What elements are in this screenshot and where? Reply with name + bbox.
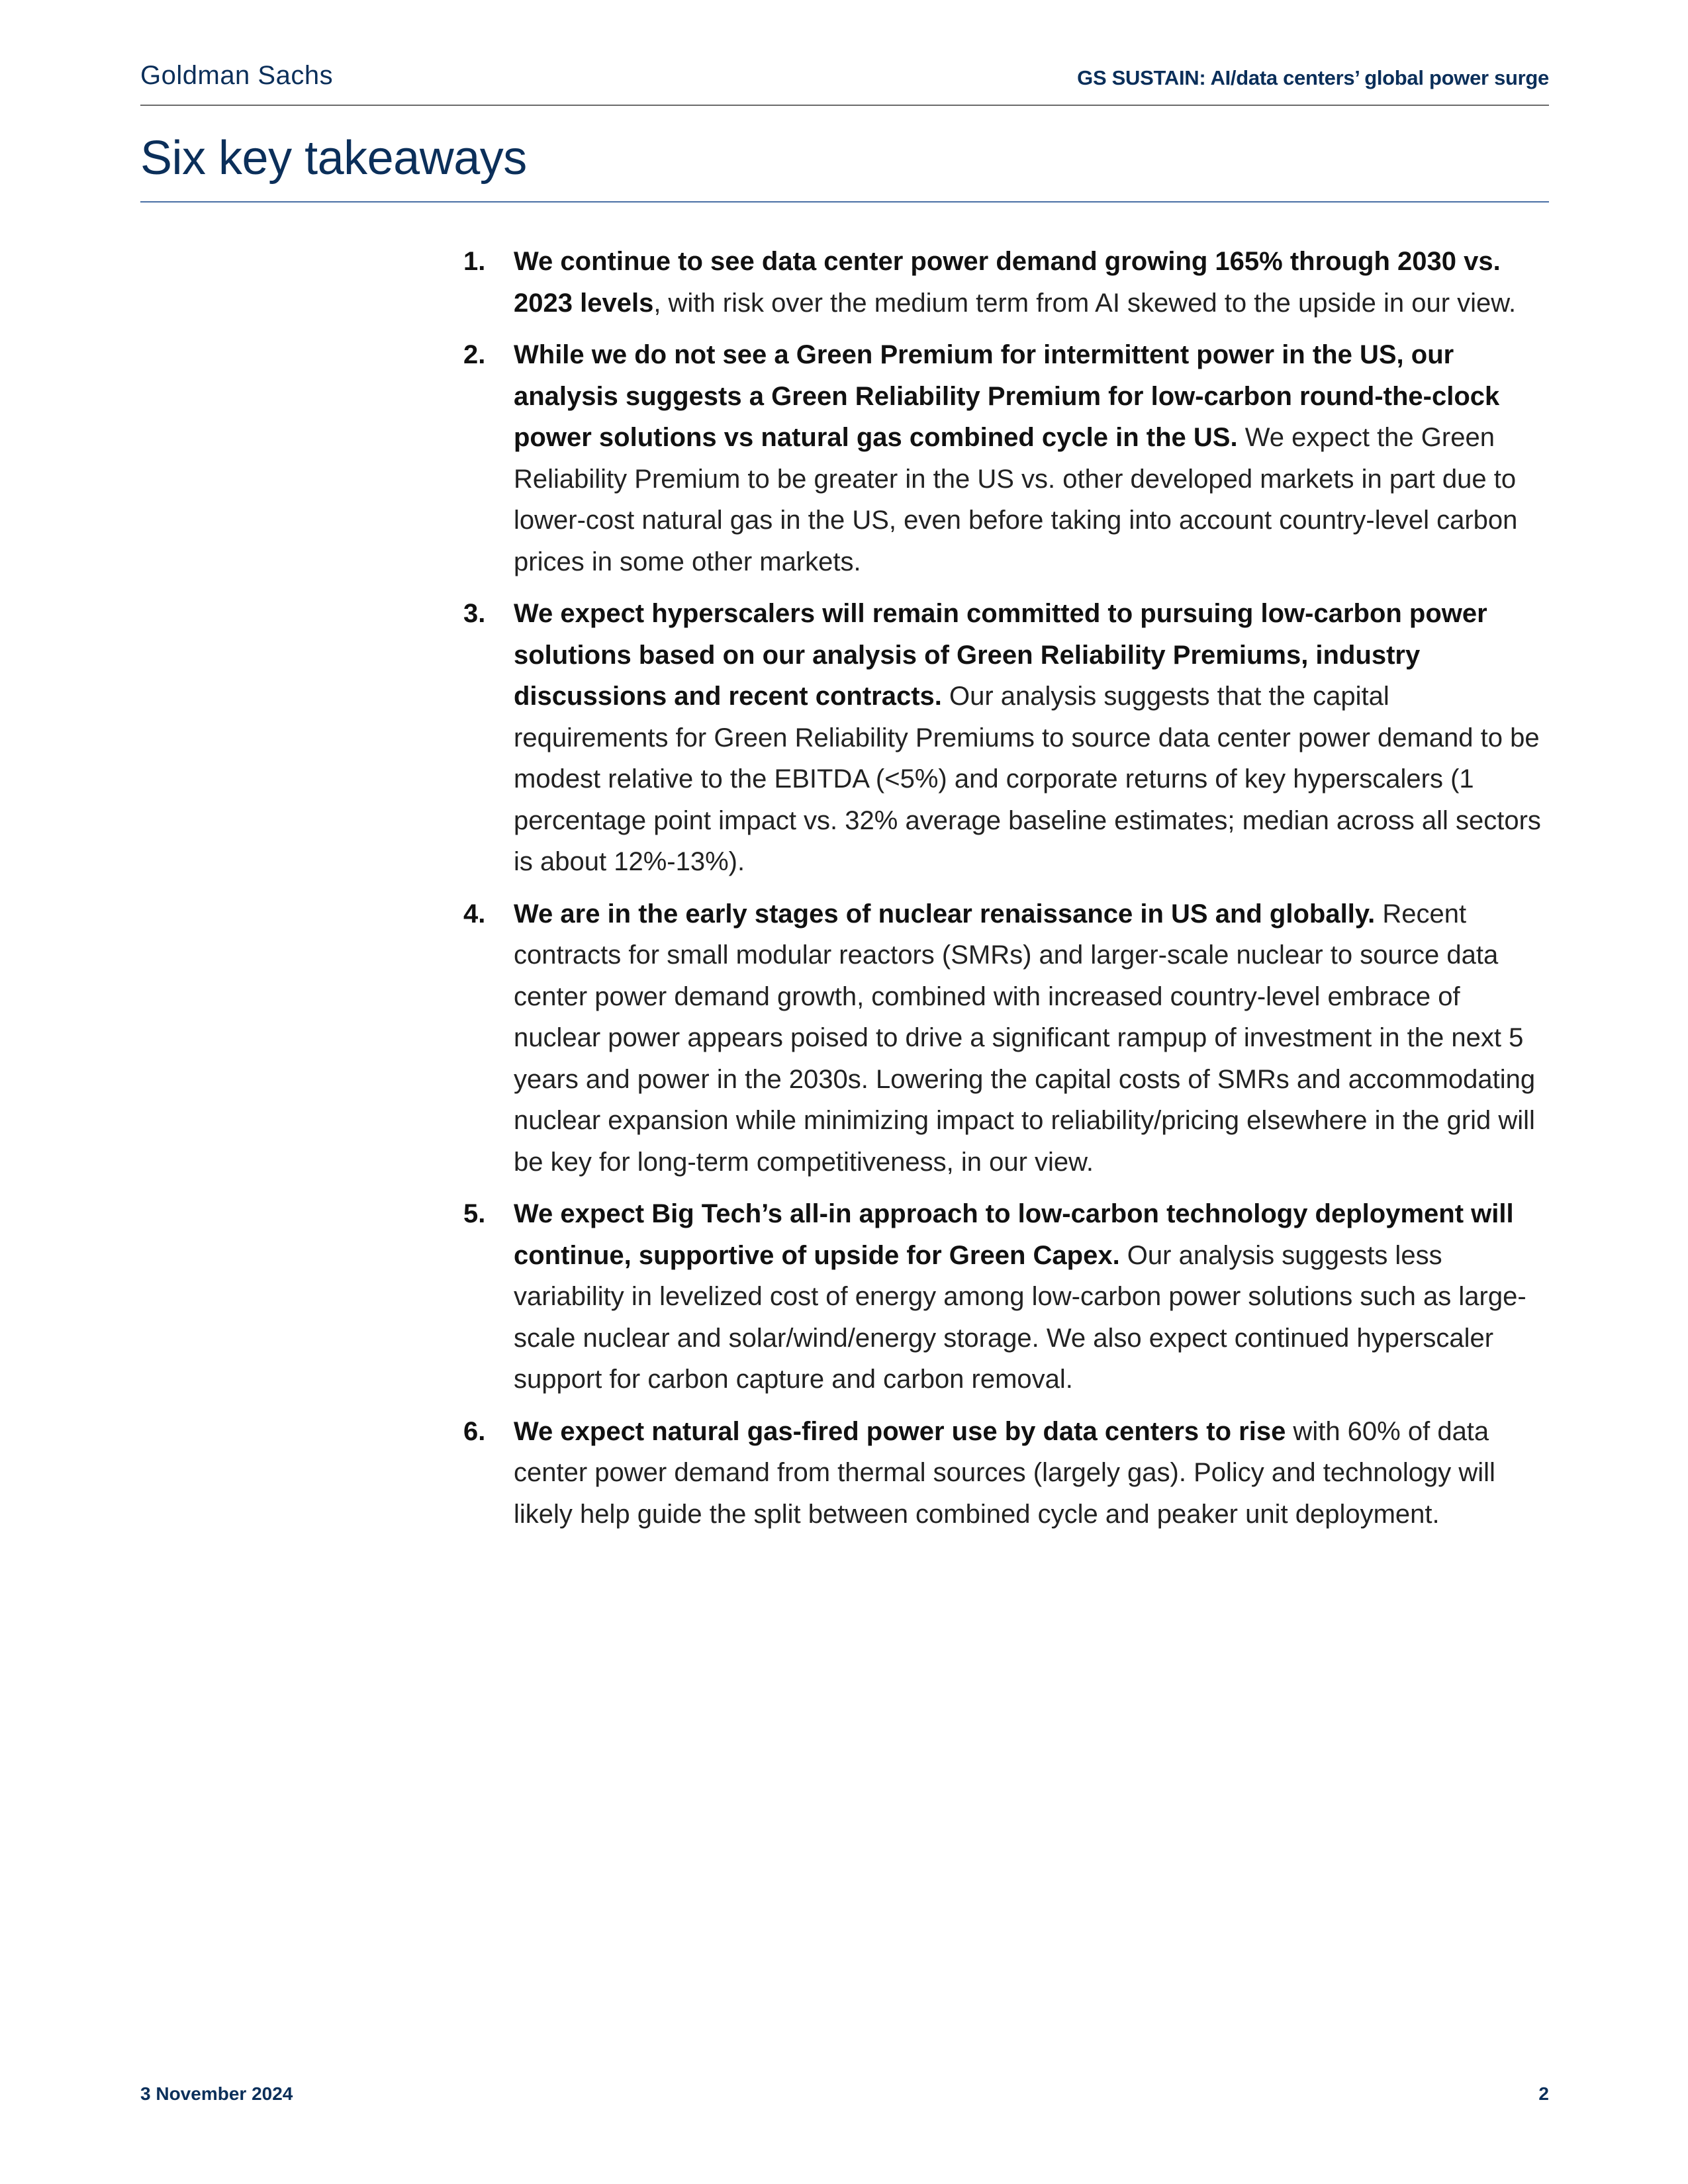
takeaway-body: We expect the Green Reliability Premium to be greater in the US vs. other developed markets in part due to lower-cost natural gas in the US, even before taking into account country-level carbon prices in some other markets. [514,423,1518,576]
page-number: 2 [1538,2083,1549,2104]
section-header [140,105,1549,203]
takeaway-item-2 [463,334,1549,582]
takeaway-item-3 [463,593,1549,883]
takeaway-lead: We expect natural gas-fired power use by data centers to rise [514,1416,1286,1446]
takeaway-body: Our analysis suggests less variability in levelized cost of energy among low-carbon power solutions such as large-scale nuclear and solar/wind/energy storage. We also expect continued hyperscaler support for carbon capture and carbon removal. [514,1240,1526,1394]
takeaway-lead: We expect hyperscalers will remain committed to pursuing low-carbon power solutions based on our analysis of Green Reliability Premiums, industry discussions and recent contracts. [514,599,1487,711]
page-header [140,53,1549,106]
footer-date: 3 November 2024 [140,2083,293,2104]
takeaway-body: Our analysis suggests that the capital requirements for Green Reliability Premiums to source data center power demand to be modest relative to the EBITDA (<5%) and corporate returns of key hyperscalers (1 percentage point impact vs. 32% average baseline estimates; median across all sectors is about 12%-13%). [514,682,1541,876]
takeaway-item-4 [463,893,1549,1183]
takeaway-number: 2. [463,340,486,369]
takeaway-number: 6. [463,1416,486,1446]
takeaway-number: 5. [463,1199,486,1228]
takeaway-lead: While we do not see a Green Premium for intermittent power in the US, our analysis suggests a Green Reliability Premium for low-carbon round-the-clock power solutions vs natural gas combined cycle in the US. [514,340,1500,452]
takeaway-item-6 [463,1411,1549,1535]
takeaway-number: 4. [463,899,486,929]
takeaway-item-5 [463,1193,1549,1400]
section-title: Six key takeaways [140,132,527,185]
takeaways-list [463,241,1549,1545]
takeaway-body: , with risk over the medium term from AI skewed to the upside in our view. [653,288,1517,318]
takeaway-number: 3. [463,599,486,628]
takeaway-body: with 60% of data center power demand from thermal sources (largely gas). Policy and technology will likely help guide the split between combined cycle and peaker unit deployment. [514,1416,1495,1529]
takeaway-body: Recent contracts for small modular reactors (SMRs) and larger-scale nuclear to source data center power demand growth, combined with increased country-level embrace of nuclear power appears poised to drive a significant rampup of investment in the next 5 years and power in the 2030s. Lowering the capital costs of SMRs and accommodating nuclear expansion while minimizing impact to reliability/pricing elsewhere in the grid will be key for long-term competitiveness, in our view. [514,899,1536,1177]
takeaway-lead: We are in the early stages of nuclear renaissance in US and globally. [514,899,1376,929]
takeaway-lead: We expect Big Tech’s all-in approach to low-carbon technology deployment will continue, supportive of upside for Green Capex. [514,1199,1514,1270]
takeaway-lead: We continue to see data center power demand growing 165% through 2030 vs. 2023 levels [514,247,1501,318]
brand-name: Goldman Sachs [140,61,334,90]
takeaway-item-1 [463,241,1549,324]
report-title: GS SUSTAIN: AI/data centers’ global power surge [1077,66,1549,89]
takeaway-number: 1. [463,247,486,276]
